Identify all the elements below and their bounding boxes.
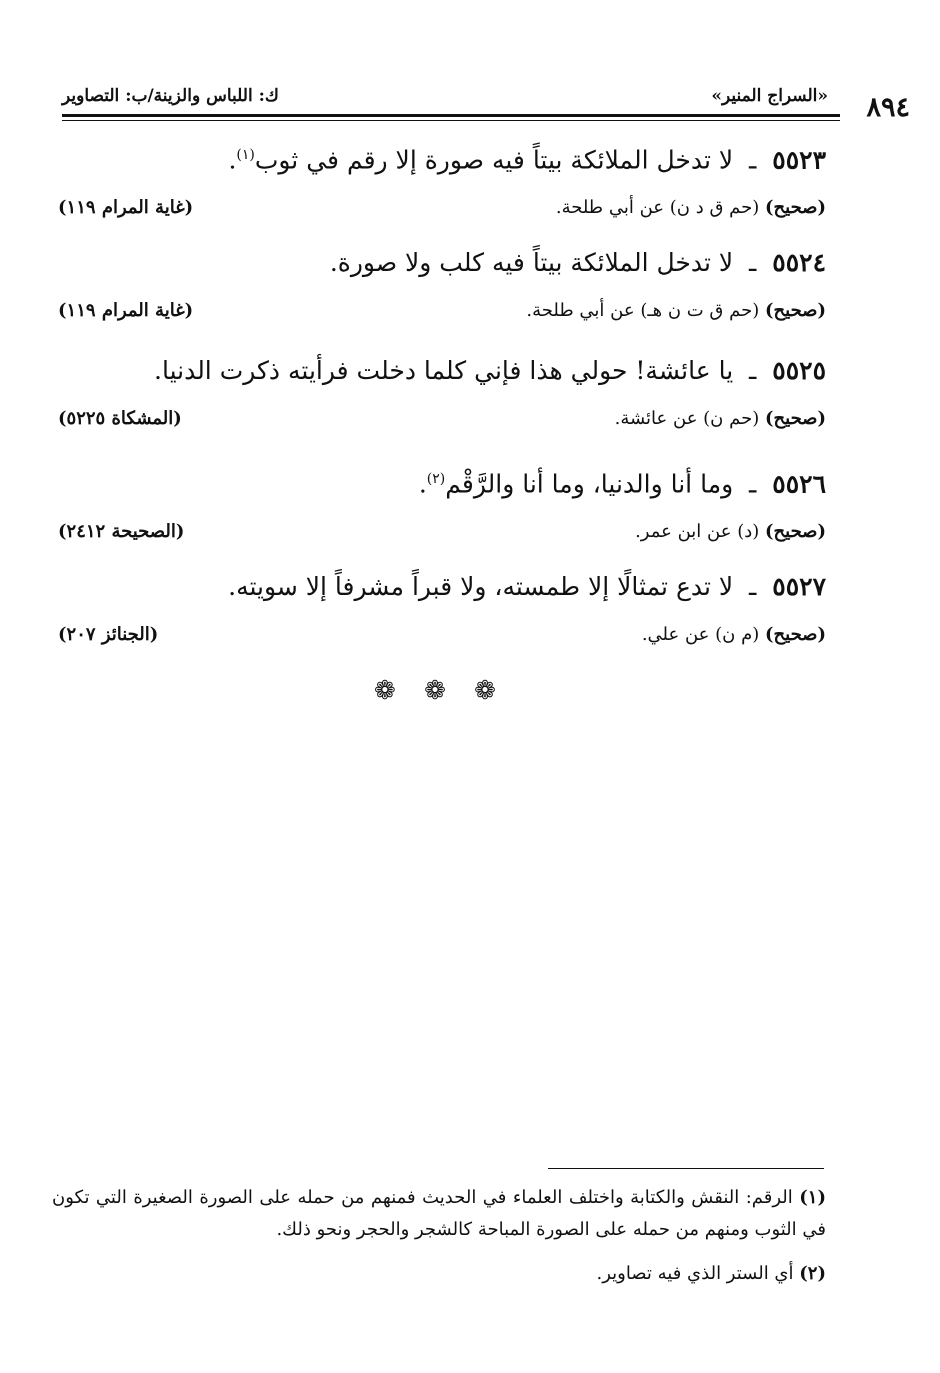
footnote-number: (٢)	[799, 1263, 826, 1284]
footnote-2	[52, 1258, 826, 1290]
hadith-dash: ـ	[741, 469, 765, 499]
hadith-grade-source	[642, 624, 826, 645]
header-rule-thin	[62, 120, 840, 121]
hadith-5526	[58, 460, 826, 553]
hadith-text-line	[58, 460, 826, 503]
hadith-period: .	[418, 469, 427, 499]
footnote-marker: (٢)	[426, 471, 446, 487]
hadith-text-line	[58, 568, 826, 606]
hadith-period: .	[228, 145, 237, 175]
hadith-reference: (غاية المرام ١١٩)	[58, 300, 194, 321]
footnote-text: الرقم: النقش والكتابة واختلف العلماء في الحديث فمنهم من حمله على الصورة الصغيرة التي تكون في الثوب ومنهم من حمله على الصورة المباحة كالشجر والحجر ونحو ذلك.	[52, 1187, 826, 1240]
hadith-source-line	[58, 521, 826, 553]
hadith-source: (د) عن ابن عمر.	[635, 521, 760, 543]
page-number: ٨٩٤	[866, 92, 910, 123]
hadith-grade: (صحيح)	[765, 197, 826, 219]
hadith-source-line	[58, 624, 826, 656]
hadith-reference: (الصحيحة ٢٤١٢)	[58, 521, 185, 543]
hadith-grade-source	[556, 197, 826, 218]
hadith-grade: (صحيح)	[765, 300, 826, 321]
section-separator-ornament: ❁ ❁ ❁	[374, 676, 506, 706]
hadith-grade: (صحيح)	[765, 624, 826, 645]
hadith-grade-source	[526, 300, 826, 321]
hadith-source: (حم ق ت ن هـ) عن أبي طلحة.	[526, 300, 760, 321]
hadith-5524	[58, 244, 826, 332]
hadith-text: يا عائشة! حولي هذا فإني كلما دخلت فرأيته ذكرت الدنيا.	[154, 356, 734, 385]
hadith-number: ٥٥٢٥	[772, 356, 826, 385]
hadith-text: لا تدخل الملائكة بيتاً فيه صورة إلا رقم في ثوب	[254, 145, 734, 175]
hadith-text: وما أنا والدنيا، وما أنا والرَّقْم	[445, 469, 734, 499]
hadith-source: (م ن) عن علي.	[641, 624, 760, 645]
hadith-number: ٥٥٢٣	[772, 145, 826, 175]
hadith-dash: ـ	[741, 356, 765, 385]
chapter-heading: ك: اللباس والزينة/ب: التصاوير	[62, 86, 279, 106]
footnote-text: أي الستر الذي فيه تصاوير.	[596, 1263, 794, 1284]
hadith-dash: ـ	[741, 248, 765, 277]
book-title: «السراج المنير»	[711, 86, 828, 106]
hadith-number: ٥٥٢٦	[772, 469, 826, 499]
hadith-text-line	[58, 244, 826, 282]
hadith-source-line	[58, 197, 826, 229]
hadith-grade-source	[615, 408, 826, 429]
hadith-text-line	[58, 352, 826, 390]
header-rule-thick	[62, 114, 840, 117]
hadith-5527	[58, 568, 826, 656]
hadith-text: لا تدع تمثالًا إلا طمسته، ولا قبراً مشرفاً إلا سويته.	[228, 572, 734, 601]
hadith-reference: (الجنائز ٢٠٧)	[58, 624, 159, 645]
hadith-grade: (صحيح)	[765, 408, 826, 429]
footnote-number: (١)	[799, 1187, 826, 1208]
hadith-source: (حم ق د ن) عن أبي طلحة.	[555, 197, 760, 219]
hadith-grade-source	[635, 521, 826, 542]
footnote-marker: (١)	[236, 147, 255, 163]
hadith-source: (حم ن) عن عائشة.	[614, 408, 760, 429]
hadith-5525	[58, 352, 826, 440]
hadith-dash: ـ	[741, 572, 765, 601]
hadith-source-line	[58, 408, 826, 440]
hadith-reference: (غاية المرام ١١٩)	[58, 197, 194, 219]
hadith-text: لا تدخل الملائكة بيتاً فيه كلب ولا صورة.	[329, 248, 734, 277]
hadith-grade: (صحيح)	[765, 521, 826, 543]
hadith-number: ٥٥٢٤	[772, 248, 826, 277]
footnote-1	[52, 1182, 826, 1246]
footnote-rule	[548, 1168, 824, 1169]
hadith-dash: ـ	[741, 145, 765, 175]
hadith-source-line	[58, 300, 826, 332]
hadith-text-line	[58, 136, 826, 179]
hadith-5523	[58, 136, 826, 229]
hadith-number: ٥٥٢٧	[772, 572, 826, 601]
hadith-reference: (المشكاة ٥٢٢٥)	[58, 408, 182, 429]
